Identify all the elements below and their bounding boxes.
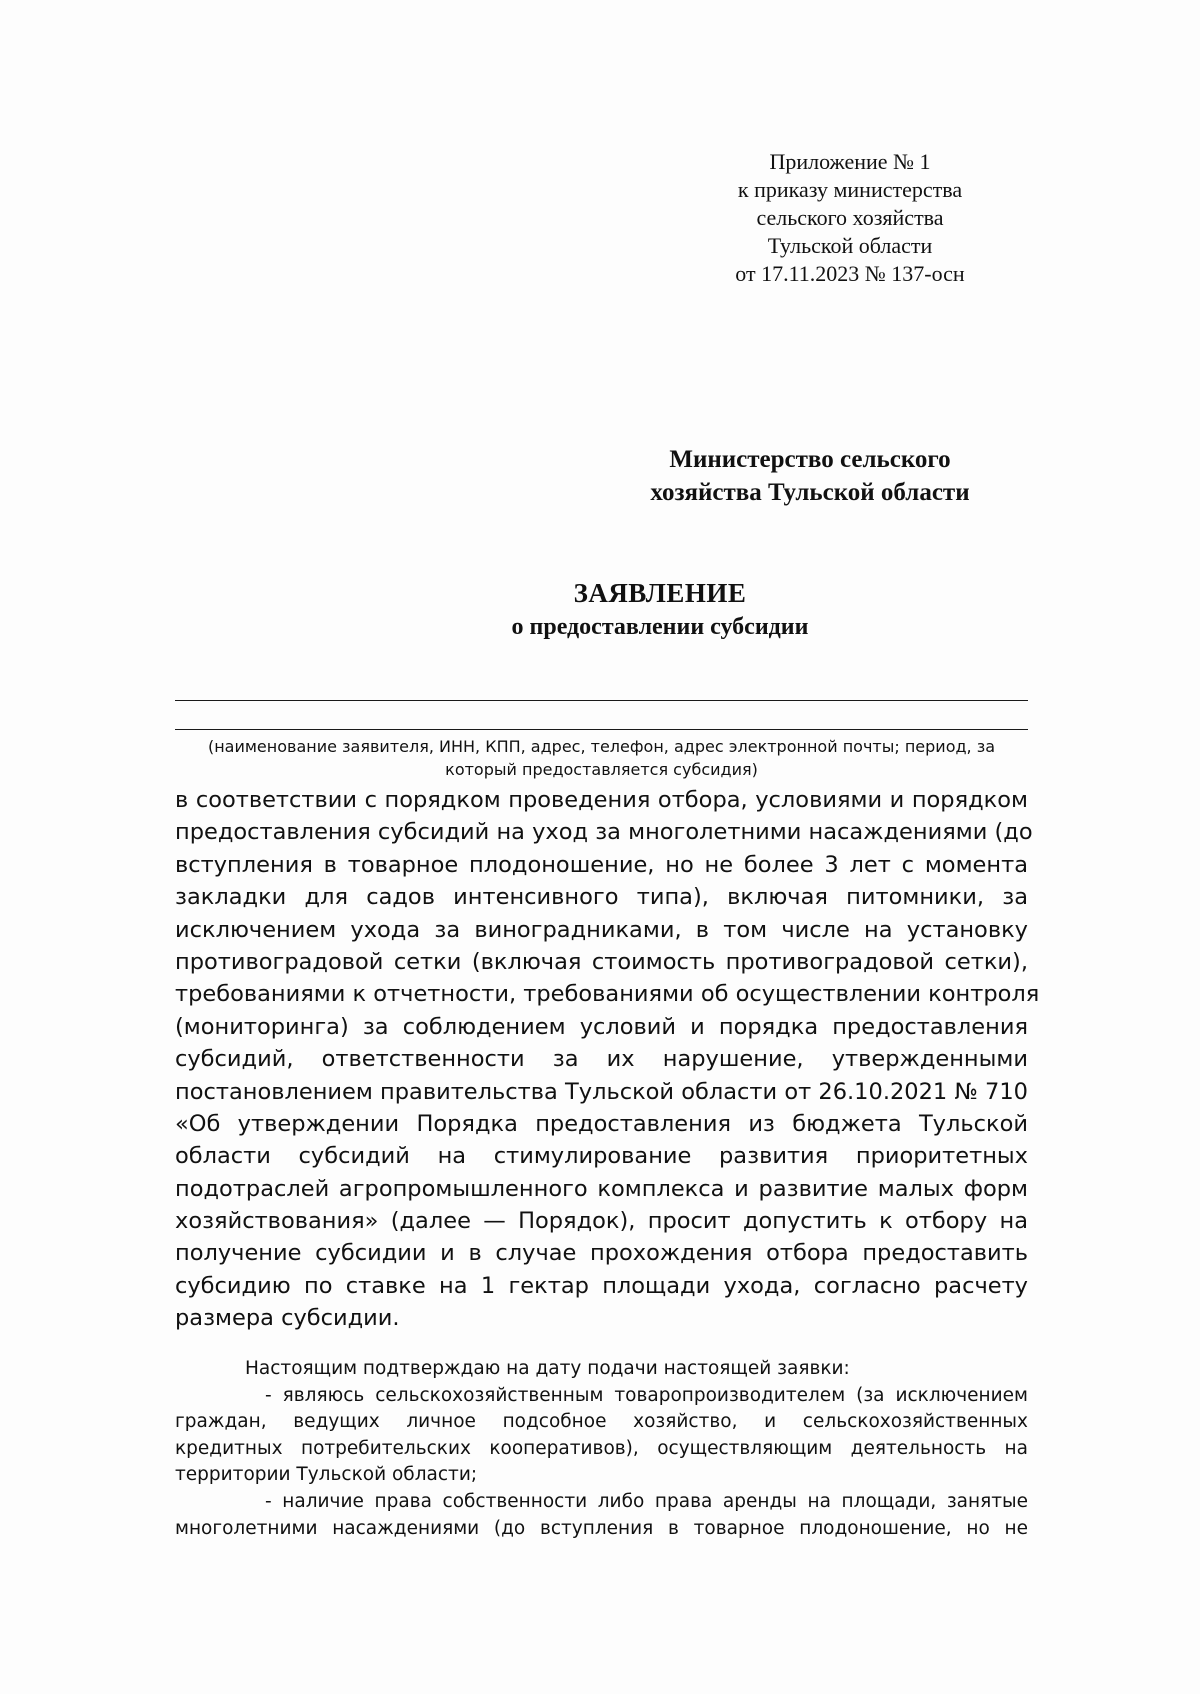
applicant-fill-line: [175, 700, 1028, 701]
addressee-block: [600, 443, 1020, 509]
document-title: [300, 575, 1020, 643]
appendix-line: сельского хозяйства: [756, 205, 944, 230]
body-line: размера субсидии.: [175, 1305, 400, 1332]
body-line: хозяйствования» (далее — Порядок), просит допустить к отбору на: [175, 1208, 1028, 1235]
body-line: в соответствии с порядком проведения отбора, условиями и порядком: [175, 787, 1028, 813]
appendix-line: от 17.11.2023 № 137-осн: [735, 261, 965, 286]
body-line: субсидию по ставке на 1 гектар площади ухода, согласно расчету: [175, 1272, 1028, 1299]
body-paragraph: [175, 784, 1040, 1335]
applicant-fill-line: [175, 729, 1028, 730]
confirmation-line: многолетними насаждениями (до вступления в товарное плодоношение, но не: [175, 1517, 1028, 1539]
confirmation-line: граждан, ведущих личное подсобное хозяйство, и сельскохозяйственных: [175, 1411, 1028, 1433]
caption-line: (наименование заявителя, ИНН, КПП, адрес, телефон, адрес электронной почты; период, за: [207, 737, 996, 756]
title-main: ЗАЯВЛЕНИЕ: [573, 578, 747, 608]
confirmation-line: территории Тульской области;: [175, 1464, 478, 1486]
body-line: подотраслей агропромышленного комплекса и развитие малых форм: [175, 1175, 1028, 1202]
caption-line: который предоставляется субсидия): [445, 760, 758, 779]
body-line: противоградовой сетки (включая стоимость противоградовой сетки),: [175, 948, 1028, 975]
confirmation-section: [175, 1356, 1028, 1542]
body-line: постановлением правительства Тульской области от 26.10.2021 № 710: [175, 1078, 1028, 1105]
body-line: исключением ухода за виноградниками, в том числе на установку: [175, 916, 1028, 943]
appendix-block: [690, 148, 1010, 288]
body-line: закладки для садов интенсивного типа), включая питомники, за: [175, 884, 1028, 911]
confirmation-intro: Настоящим подтверждаю на дату подачи настоящей заявки:: [245, 1358, 850, 1379]
appendix-line: Приложение № 1: [769, 149, 931, 174]
confirmation-line: - являюсь сельскохозяйственным товаропроизводителем (за исключением: [265, 1384, 1028, 1406]
body-line: получение субсидии и в случае прохождения отбора предоставить: [175, 1240, 1028, 1267]
applicant-caption: [175, 735, 1028, 781]
appendix-line: Тульской области: [767, 233, 933, 258]
body-line: области субсидий на стимулирование развития приоритетных: [175, 1143, 1028, 1170]
body-line: (мониторинга) за соблюдением условий и порядка предоставления: [175, 1013, 1028, 1040]
body-line: «Об утверждении Порядка предоставления из бюджета Тульской: [175, 1110, 1028, 1137]
confirmation-line: кредитных потребительских кооперативов), осуществляющим деятельность на: [175, 1437, 1028, 1459]
appendix-line: к приказу министерства: [737, 177, 963, 202]
body-line: требованиями к отчетности, требованиями об осуществлении контроля: [175, 981, 1040, 1008]
addressee-line: хозяйства Тульской области: [650, 479, 970, 506]
addressee-line: Министерство сельского: [669, 446, 951, 473]
body-line: предоставления субсидий на уход за многолетними насаждениями (до: [175, 819, 1033, 846]
body-line: вступления в товарное плодоношение, но не более 3 лет с момента: [175, 851, 1028, 878]
body-line: субсидий, ответственности за их нарушение, утвержденными: [175, 1046, 1028, 1073]
title-subtitle: о предоставлении субсидии: [511, 614, 809, 640]
confirmation-line: - наличие права собственности либо права аренды на площади, занятые: [265, 1490, 1028, 1512]
